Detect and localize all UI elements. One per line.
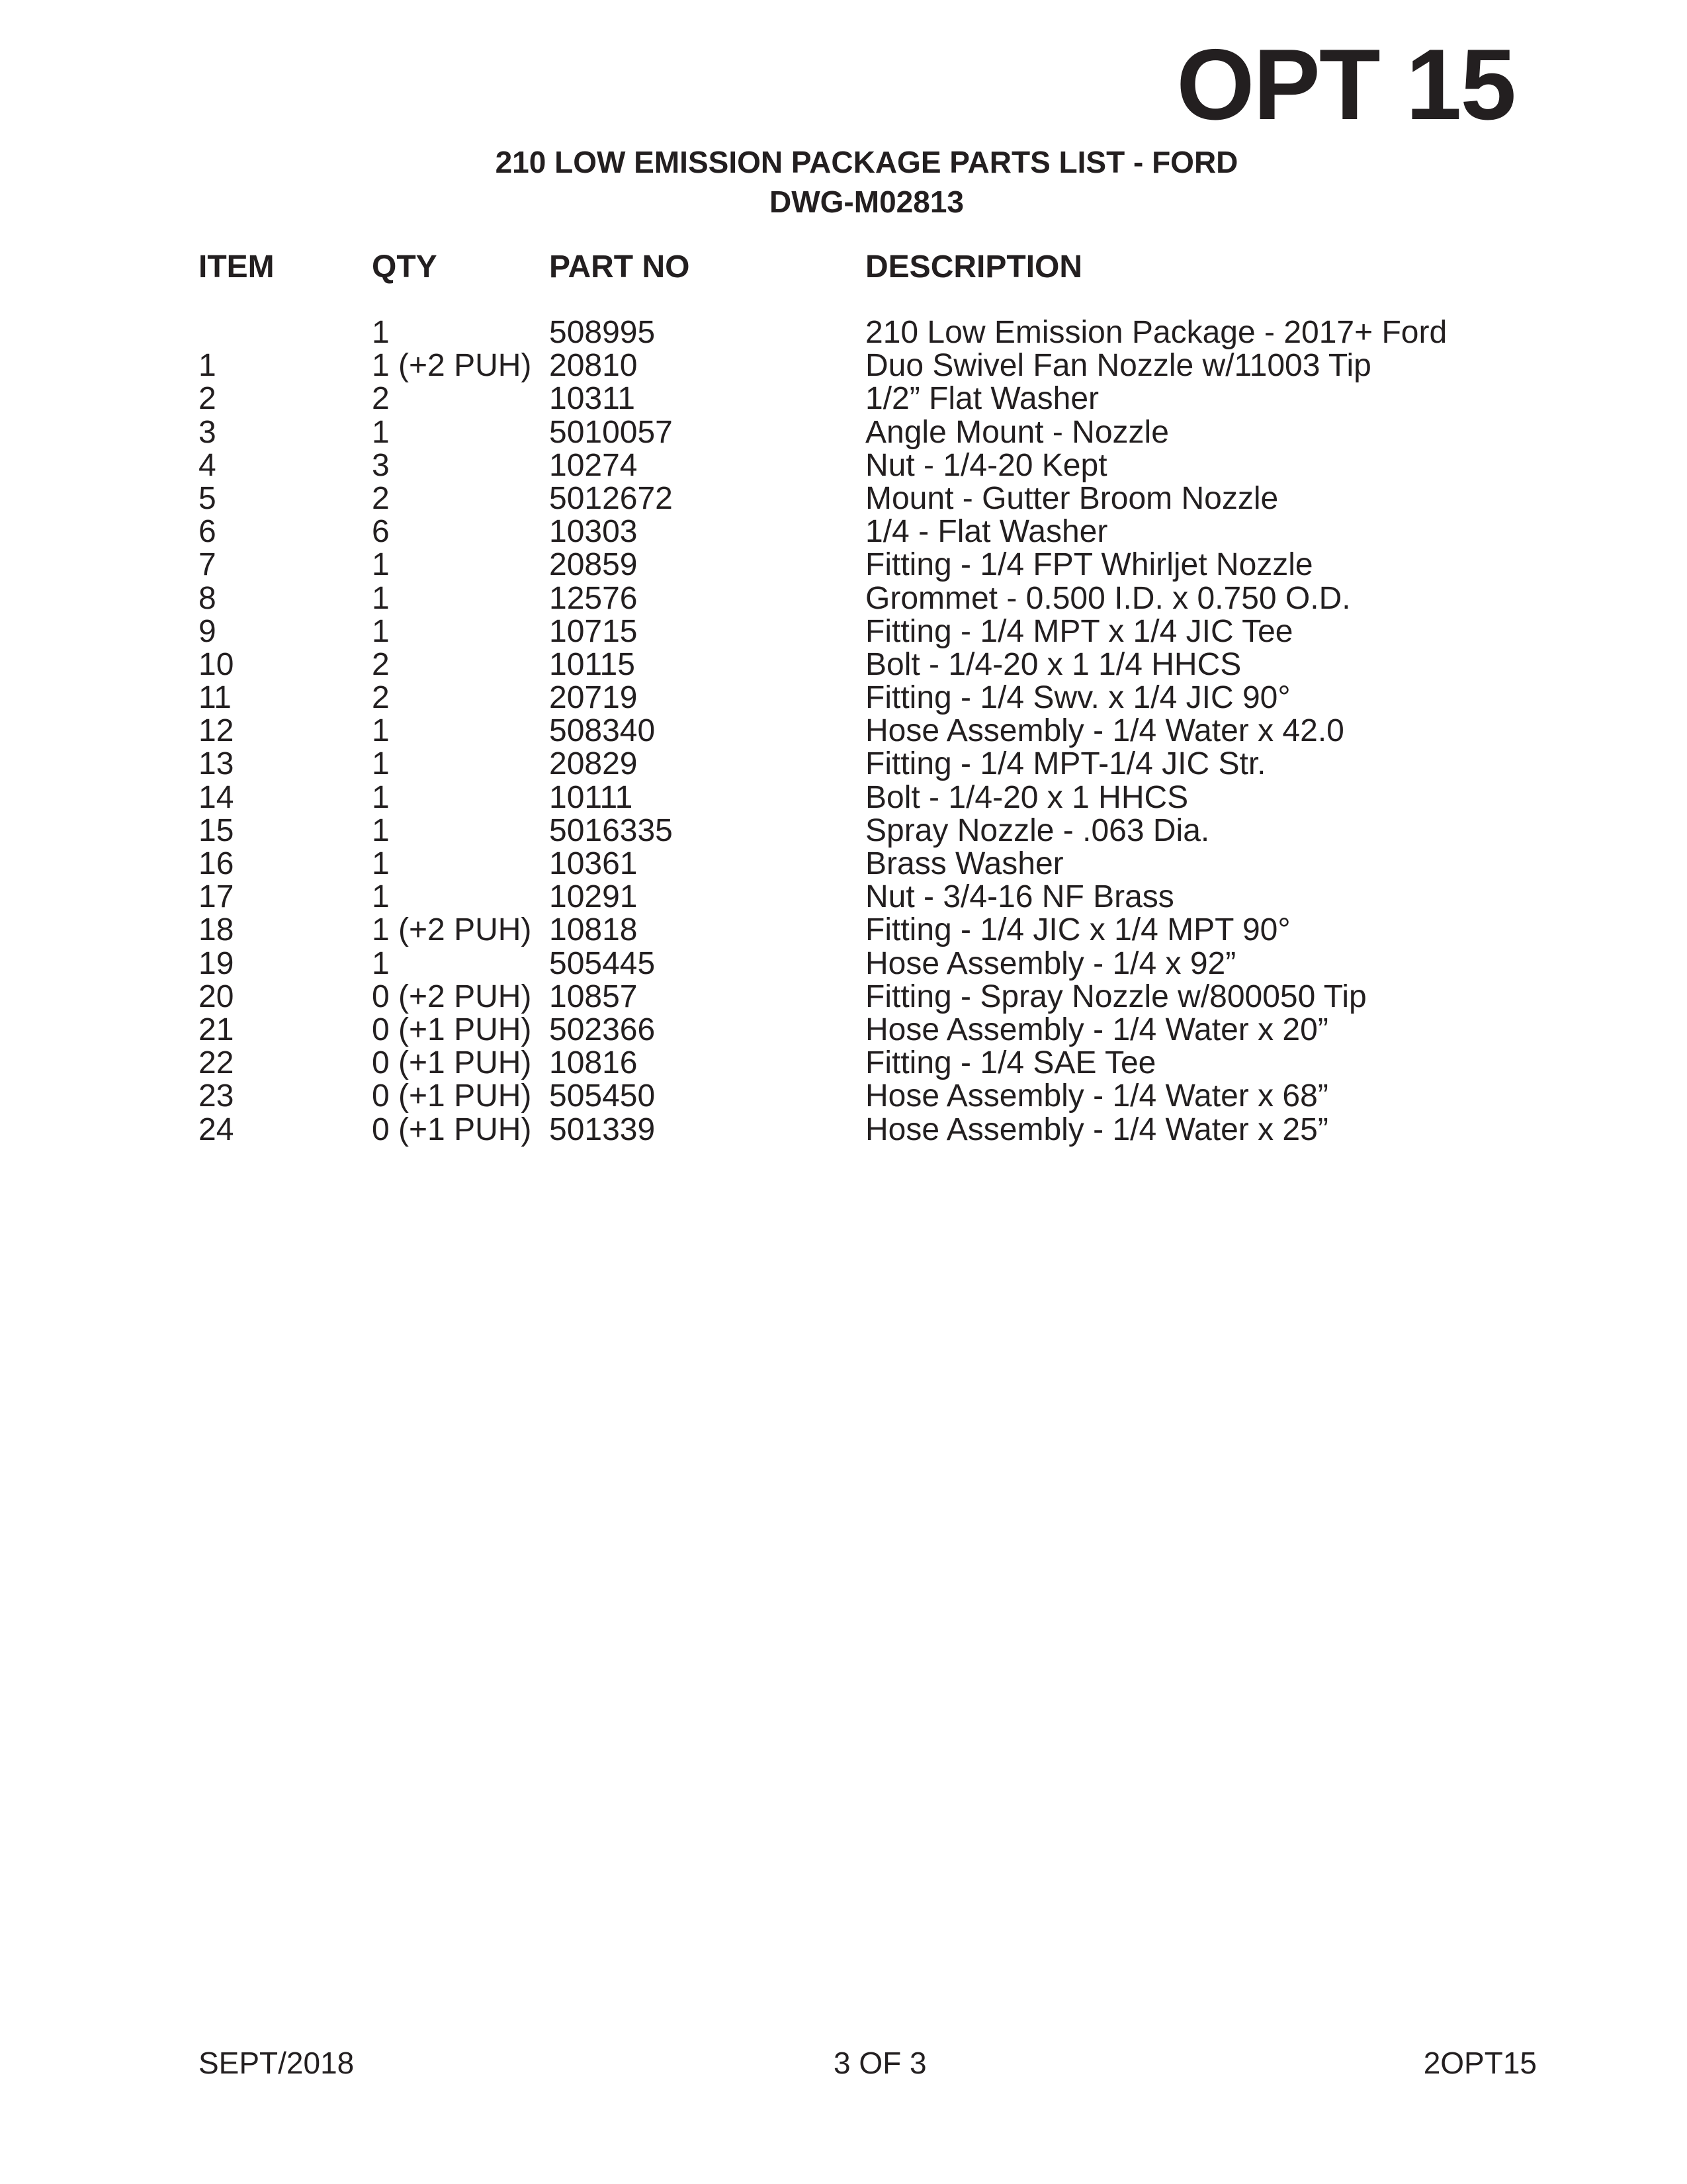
- item-number: 15: [198, 812, 234, 848]
- description: Fitting - 1/4 SAE Tee: [865, 1045, 1156, 1081]
- quantity: 0 (+1 PUH): [372, 1045, 532, 1081]
- part-number: 10857: [549, 979, 638, 1014]
- part-number: 12576: [549, 580, 638, 616]
- quantity: 1: [372, 580, 390, 616]
- table-row: [0, 1080, 1687, 1113]
- description: Nut - 1/4-20 Kept: [865, 447, 1107, 483]
- table-row: [0, 848, 1687, 881]
- description: 210 Low Emission Package - 2017+ Ford: [865, 315, 1448, 350]
- drawing-number: DWG-M02813: [769, 185, 964, 219]
- part-number: 10361: [549, 846, 638, 881]
- item-number: 21: [198, 1012, 234, 1047]
- table-row: [0, 382, 1687, 415]
- footer-date: SEPT/2018: [198, 2046, 355, 2080]
- quantity: 1: [372, 547, 390, 583]
- part-number: 10303: [549, 514, 638, 550]
- item-number: 3: [198, 414, 216, 450]
- item-number: 14: [198, 779, 234, 815]
- part-number: 505445: [549, 945, 656, 981]
- table-row: [0, 615, 1687, 648]
- table-row: [0, 449, 1687, 482]
- part-number: 505450: [549, 1078, 656, 1114]
- table-row: [0, 316, 1687, 349]
- part-number: 10816: [549, 1045, 638, 1081]
- quantity: 1: [372, 746, 390, 782]
- part-number: 10111: [549, 779, 633, 815]
- part-number: 10818: [549, 912, 638, 948]
- description: Fitting - 1/4 MPT x 1/4 JIC Tee: [865, 613, 1293, 649]
- item-number: 10: [198, 646, 234, 682]
- description: Hose Assembly - 1/4 Water x 42.0: [865, 713, 1344, 749]
- item-number: 22: [198, 1045, 234, 1081]
- option-code: OPT 15: [1176, 28, 1515, 141]
- part-number: 20829: [549, 746, 638, 782]
- footer-page-number: 3 OF 3: [834, 2046, 927, 2080]
- part-number: 5016335: [549, 812, 673, 848]
- column-header-row: [0, 251, 1687, 291]
- table-row: [0, 482, 1687, 515]
- table-row: [0, 1047, 1687, 1080]
- description: Nut - 3/4-16 NF Brass: [865, 879, 1174, 915]
- quantity: 1 (+2 PUH): [372, 912, 532, 948]
- item-number: 4: [198, 447, 216, 483]
- description: Bolt - 1/4-20 x 1 1/4 HHCS: [865, 646, 1242, 682]
- part-number: 502366: [549, 1012, 656, 1047]
- quantity: 0 (+1 PUH): [372, 1078, 532, 1114]
- table-row: [0, 416, 1687, 449]
- part-number: 20719: [549, 680, 638, 716]
- part-number: 5010057: [549, 414, 673, 450]
- footer-doc-code: 2OPT15: [1423, 2046, 1537, 2080]
- description: 1/2” Flat Washer: [865, 381, 1099, 417]
- table-row: [0, 1114, 1687, 1147]
- parts-list: [0, 316, 1687, 1147]
- table-row: [0, 981, 1687, 1014]
- item-number: 2: [198, 381, 216, 417]
- description: Hose Assembly - 1/4 Water x 68”: [865, 1078, 1328, 1114]
- part-number: 10311: [549, 381, 635, 417]
- description: Grommet - 0.500 I.D. x 0.750 O.D.: [865, 580, 1351, 616]
- item-number: 5: [198, 480, 216, 516]
- part-number: 10115: [549, 646, 635, 682]
- item-number: 16: [198, 846, 234, 881]
- table-row: [0, 515, 1687, 548]
- part-number: 508995: [549, 315, 656, 350]
- part-number: 501339: [549, 1112, 656, 1147]
- item-number: 7: [198, 547, 216, 583]
- item-number: 23: [198, 1078, 234, 1114]
- description: Bolt - 1/4-20 x 1 HHCS: [865, 779, 1189, 815]
- table-row: [0, 748, 1687, 781]
- item-number: 20: [198, 979, 234, 1014]
- quantity: 1: [372, 846, 390, 881]
- table-row: [0, 947, 1687, 981]
- item-number: 18: [198, 912, 234, 948]
- description: Angle Mount - Nozzle: [865, 414, 1169, 450]
- quantity: 2: [372, 381, 390, 417]
- item-number: 9: [198, 613, 216, 649]
- item-number: 13: [198, 746, 234, 782]
- description: Brass Washer: [865, 846, 1064, 881]
- table-row: [0, 548, 1687, 582]
- quantity: 0 (+1 PUH): [372, 1012, 532, 1047]
- document-title: 210 LOW EMISSION PACKAGE PARTS LIST - FORD: [495, 145, 1238, 179]
- item-number: 24: [198, 1112, 234, 1147]
- quantity: 3: [372, 447, 390, 483]
- description: Duo Swivel Fan Nozzle w/11003 Tip: [865, 348, 1371, 384]
- table-row: [0, 582, 1687, 615]
- quantity: 1: [372, 613, 390, 649]
- description: Spray Nozzle - .063 Dia.: [865, 812, 1210, 848]
- quantity: 1: [372, 414, 390, 450]
- quantity: 1: [372, 945, 390, 981]
- column-header-qty: QTY: [372, 249, 437, 284]
- quantity: 1: [372, 812, 390, 848]
- item-number: 8: [198, 580, 216, 616]
- description: Fitting - 1/4 FPT Whirljet Nozzle: [865, 547, 1313, 583]
- description: Fitting - 1/4 MPT-1/4 JIC Str.: [865, 746, 1266, 782]
- description: Hose Assembly - 1/4 Water x 25”: [865, 1112, 1328, 1147]
- quantity: 0 (+2 PUH): [372, 979, 532, 1014]
- item-number: 12: [198, 713, 234, 749]
- quantity: 2: [372, 646, 390, 682]
- quantity: 2: [372, 680, 390, 716]
- quantity: 6: [372, 514, 390, 550]
- table-row: [0, 914, 1687, 947]
- description: Hose Assembly - 1/4 Water x 20”: [865, 1012, 1328, 1047]
- table-row: [0, 1014, 1687, 1047]
- quantity: 1: [372, 713, 390, 749]
- description: Hose Assembly - 1/4 x 92”: [865, 945, 1236, 981]
- item-number: 17: [198, 879, 234, 915]
- part-number: 10274: [549, 447, 638, 483]
- quantity: 1 (+2 PUH): [372, 348, 532, 384]
- item-number: 6: [198, 514, 216, 550]
- table-row: [0, 814, 1687, 848]
- item-number: 1: [198, 348, 216, 384]
- column-header-part-no: PART NO: [549, 249, 690, 284]
- part-number: 5012672: [549, 480, 673, 516]
- part-number: 508340: [549, 713, 656, 749]
- table-row: [0, 648, 1687, 681]
- table-row: [0, 781, 1687, 814]
- quantity: 1: [372, 779, 390, 815]
- description: Fitting - 1/4 Swv. x 1/4 JIC 90°: [865, 680, 1291, 716]
- part-number: 10715: [549, 613, 638, 649]
- part-number: 20859: [549, 547, 638, 583]
- column-header-description: DESCRIPTION: [865, 249, 1083, 284]
- table-row: [0, 349, 1687, 382]
- quantity: 1: [372, 315, 390, 350]
- description: Mount - Gutter Broom Nozzle: [865, 480, 1279, 516]
- description: 1/4 - Flat Washer: [865, 514, 1108, 550]
- item-number: 11: [198, 680, 232, 716]
- description: Fitting - 1/4 JIC x 1/4 MPT 90°: [865, 912, 1291, 948]
- table-row: [0, 715, 1687, 748]
- quantity: 1: [372, 879, 390, 915]
- part-number: 20810: [549, 348, 638, 384]
- quantity: 0 (+1 PUH): [372, 1112, 532, 1147]
- item-number: 19: [198, 945, 234, 981]
- part-number: 10291: [549, 879, 638, 915]
- table-row: [0, 681, 1687, 715]
- description: Fitting - Spray Nozzle w/800050 Tip: [865, 979, 1367, 1014]
- table-row: [0, 881, 1687, 914]
- column-header-item: ITEM: [198, 249, 275, 284]
- quantity: 2: [372, 480, 390, 516]
